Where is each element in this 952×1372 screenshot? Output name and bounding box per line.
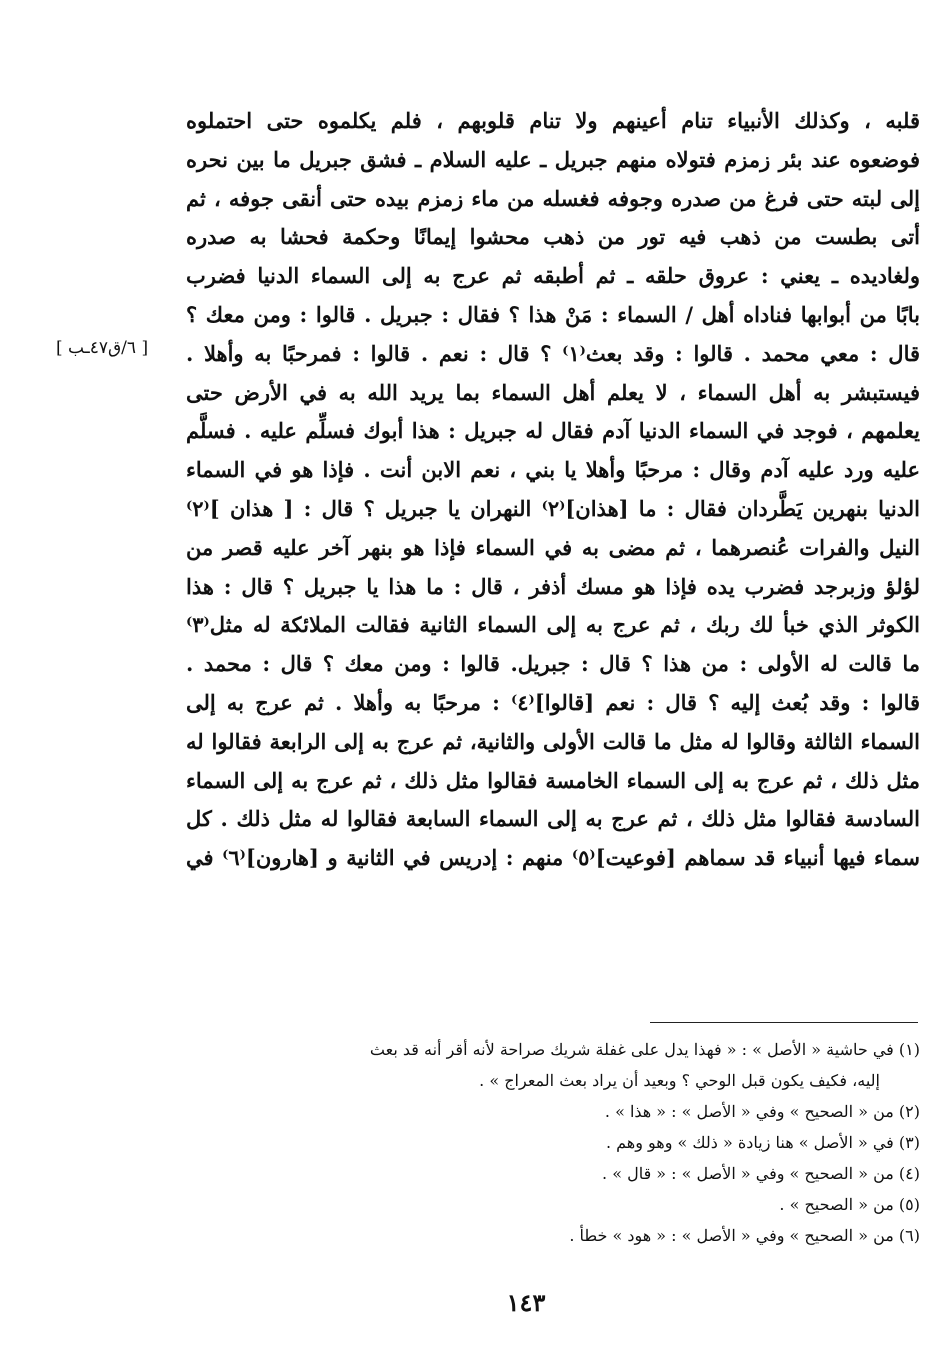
footnotes-section [150, 1034, 920, 1251]
text-line: الدنيا بنهرين يَطَّردان فقال : ما [هذان]⁽٢⁾ النهران يا جبريل ؟ قال : [ هذان ]⁽٢⁾ [186, 495, 920, 521]
main-text-body [186, 102, 920, 878]
text-line: فيستبشر به أهل السماء ، لا يعلم أهل السماء بما يريد الله به في الأرض حتى [186, 379, 920, 405]
text-line: قال : معي محمد . قالوا : وقد بعث⁽١⁾ ؟ قال : نعم . قالوا : فمرحبًا به وأهلا . [186, 340, 920, 366]
footnote-2: (٢) من « الصحيح » وفي « الأصل » : « هذا » . [604, 1102, 920, 1121]
text-line: عليه ورد عليه آدم وقال : مرحبًا وأهلا يا بني ، نعم الابن أنت . فإذا هو في السماء [186, 457, 920, 483]
text-line: إلى لبته حتى فرغ من صدره وجوفه فغسله من ماء زمزم بيده حتى أنقى جوفه ، ثم [186, 185, 920, 211]
text-line: قالوا : وقد بُعث إليه ؟ قال : نعم [قالوا]⁽٤⁾ : مرحبًا به وأهلا . ثم عرج به إلى [186, 689, 920, 715]
footnote-6: (٦) من « الصحيح » وفي « الأصل » : « هود » خطأ . [569, 1226, 920, 1245]
text-line: أتى بطست من ذهب فيه تور من ذهب محشوا إيمانًا وحكمة فحشا به صدره [186, 224, 920, 250]
text-line: ما قالت له الأولى : من هذا ؟ قال : جبريل. قالوا : ومن معك ؟ قال : محمد . [186, 651, 920, 677]
text-line: بابًا من أبوابها فناداه أهل / السماء : مَنْ هذا ؟ فقال : جبريل . قالوا : ومن معك ؟ [186, 301, 920, 327]
margin-manuscript-reference: [ ٦/ق٤٧ـب ] [56, 338, 149, 358]
text-line: قلبه ، وكذلك الأنبياء تنام أعينهم ولا تنام قلوبهم ، فلم يكلموه حتى احتملوه [186, 108, 920, 133]
text-line: لؤلؤ وزبرجد فضرب يده فإذا هو مسك أذفر ، قال : ما هذا يا جبريل ؟ قال : هذا [186, 573, 920, 599]
text-line: الكوثر الذي خبأ لك ربك ، ثم عرج به إلى السماء الثانية فقالت الملائكة له مثل⁽٣⁾ [186, 612, 920, 638]
footnote-5: (٥) من « الصحيح » . [779, 1195, 920, 1214]
footnote-4: (٤) من « الصحيح » وفي « الأصل » : « قال » . [602, 1164, 920, 1183]
footnote-1: (١) في حاشية « الأصل » : « فهذا يدل على غفلة شريك صراحة لأنه أقر أنه قد بعث [369, 1040, 920, 1059]
text-line: فوضعوه عند بئر زمزم فتولاه منهم جبريل ـ عليه السلام ـ فشق جبريل ما بين نحره [186, 146, 920, 172]
text-line: يعلمهم ، فوجد في السماء الدنيا آدم فقال له جبريل : هذا أبوك فسلِّم عليه . فسلَّم [186, 418, 920, 444]
page-number: ١٤٣ [506, 1288, 546, 1317]
text-line: السادسة فقالوا مثل ذلك ، ثم عرج به إلى السماء السابعة فقالوا له مثل ذلك . كل [186, 806, 920, 832]
text-line: سماء فيها أنبياء قد سماهم [فوعيت]⁽٥⁾ منهم : إدريس في الثانية و [هارون]⁽٦⁾ في [186, 845, 920, 871]
footnote-1-continuation: إليه، فكيف يكون قبل الوحي ؟ وبعيد أن يراد بعث المعراج » . [479, 1071, 880, 1090]
footnote-divider [650, 1022, 918, 1023]
footnote-3: (٣) في « الأصل » هنا زيادة « ذلك » وهو وهم . [605, 1133, 920, 1152]
text-line: ولغاديده ـ يعني : عروق حلقه ـ ثم أطبقه ثم عرج به إلى السماء الدنيا فضرب [186, 263, 920, 289]
text-line: السماء الثالثة وقالوا له مثل ما قالت الأولى والثانية، ثم عرج به إلى الرابعة فقالوا له [186, 728, 920, 754]
text-line: مثل ذلك ، ثم عرج به إلى السماء الخامسة فقالوا مثل ذلك ، ثم عرج به إلى السماء [186, 767, 920, 793]
text-line: النيل والفرات عُنصرهما ، ثم مضى به في السماء فإذا هو بنهر آخر عليه قصر من [186, 534, 920, 560]
